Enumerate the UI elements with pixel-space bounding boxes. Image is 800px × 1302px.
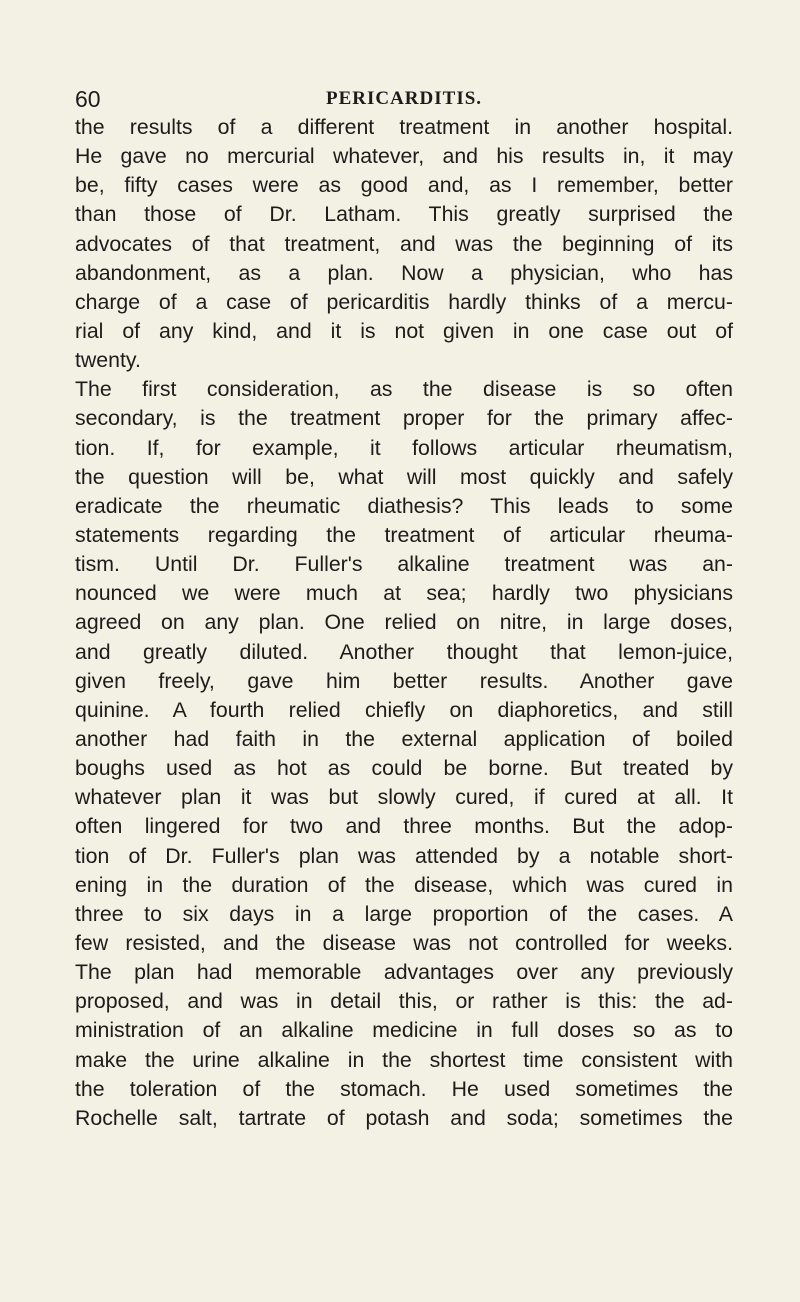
text-line: The first consideration, as the disease is so often: [75, 377, 733, 402]
text-line: The plan had memorable advantages over any previously: [75, 960, 733, 985]
text-line: secondary, is the treatment proper for the primary affec-: [75, 406, 733, 431]
text-line: Rochelle salt, tartrate of potash and soda; sometimes the: [75, 1105, 733, 1130]
text-line: often lingered for two and three months. But the adop-: [75, 814, 733, 839]
running-title: PERICARDITIS.: [325, 88, 483, 109]
text-line: another had faith in the external application of boiled: [75, 726, 733, 751]
text-line: make the urine alkaline in the shortest time consistent with: [75, 1047, 733, 1072]
text-line: advocates of that treatment, and was the beginning of its: [75, 231, 733, 256]
text-line: agreed on any plan. One relied on nitre, in large doses,: [75, 610, 733, 635]
text-line: tism. Until Dr. Fuller's alkaline treatment was an-: [75, 552, 733, 577]
text-line: He gave no mercurial whatever, and his results in, it may: [75, 144, 733, 169]
text-line: eradicate the rheumatic diathesis? This leads to some: [75, 493, 733, 518]
page-header: [75, 86, 733, 116]
text-line: nounced we were much at sea; hardly two physicians: [75, 581, 733, 606]
text-line: proposed, and was in detail this, or rather is this: the ad-: [75, 989, 733, 1014]
text-line: and greatly diluted. Another thought that lemon-juice,: [75, 639, 733, 664]
text-line: ening in the duration of the disease, which was cured in: [75, 872, 733, 897]
text-line: charge of a case of pericarditis hardly thinks of a mercu-: [75, 289, 733, 314]
text-line: ministration of an alkaline medicine in full doses so as to: [75, 1018, 733, 1043]
text-line: quinine. A fourth relied chiefly on diaphoretics, and still: [75, 697, 733, 722]
text-line: whatever plan it was but slowly cured, if cured at all. It: [75, 785, 733, 810]
text-line: statements regarding the treatment of articular rheuma-: [75, 522, 733, 547]
text-line: tion. If, for example, it follows articular rheumatism,: [75, 435, 733, 460]
page-number: 60: [75, 86, 101, 112]
text-line: rial of any kind, and it is not given in one case out of: [75, 318, 733, 343]
text-line: the results of a different treatment in another hospital.: [75, 115, 733, 139]
text-line: few resisted, and the disease was not controlled for weeks.: [75, 930, 733, 955]
text-line: than those of Dr. Latham. This greatly surprised the: [75, 202, 733, 227]
text-line: twenty.: [75, 348, 141, 373]
text-line: the toleration of the stomach. He used sometimes the: [75, 1076, 733, 1101]
text-line: given freely, gave him better results. Another gave: [75, 668, 733, 693]
text-line: boughs used as hot as could be borne. But treated by: [75, 756, 733, 781]
text-line: be, fifty cases were as good and, as I remember, better: [75, 173, 733, 198]
text-line: tion of Dr. Fuller's plan was attended by a notable short-: [75, 843, 733, 868]
text-line: abandonment, as a plan. Now a physician, who has: [75, 260, 733, 285]
page-body-text: [75, 113, 733, 1133]
text-line: three to six days in a large proportion of the cases. A: [75, 901, 733, 926]
text-line: the question will be, what will most quickly and safely: [75, 464, 733, 489]
